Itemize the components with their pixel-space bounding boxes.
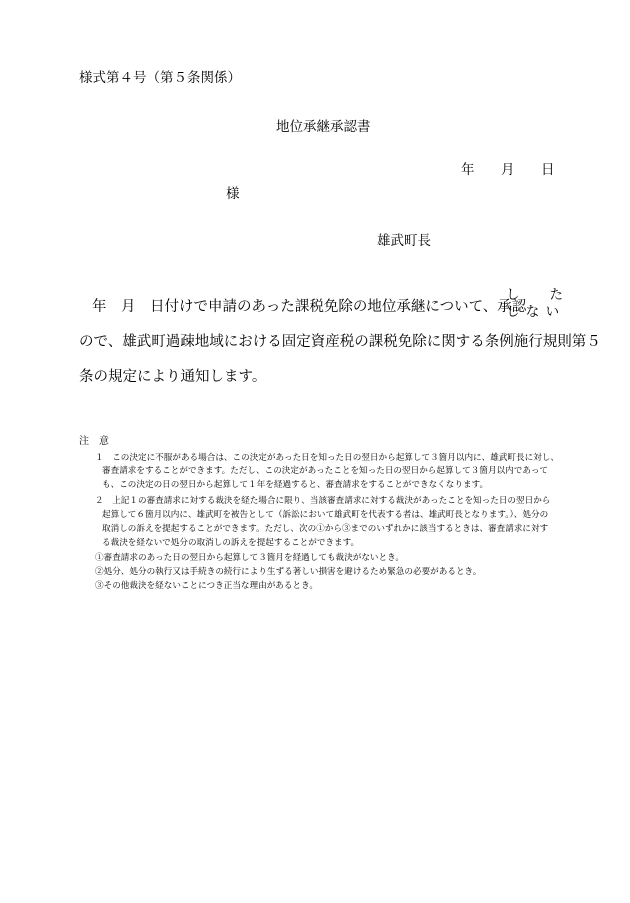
note-line: も、この決定の日の翌日から起算して１年を経過すると、審査請求をすることができなくなります。 <box>102 480 489 490</box>
date-month-label: 月 <box>501 162 515 178</box>
body-line-2: ので、雄武町過疎地域における固定資産税の課税免除に関する条例施行規則第５ <box>79 334 601 350</box>
approval-option-approved: し た <box>506 287 564 303</box>
note-line: ③その他裁決を経ないことにつき正当な理由があるとき。 <box>95 581 318 591</box>
note-line: ①審査請求のあった日の翌日から起算して３箇月を経過しても裁決がないとき。 <box>95 553 404 563</box>
addressee-suffix: 様 <box>226 186 240 202</box>
issuer-name: 雄武町長 <box>377 233 431 249</box>
notes-heading: 注 意 <box>79 436 109 447</box>
approval-option-not-approved: し な い <box>506 304 561 320</box>
note-line: ２ 上記１の審査請求に対する裁決を経た場合に限り、当該審査請求に対する裁決があったことを知った日の翌日から <box>95 496 551 506</box>
note-line: 取消しの訴えを提起することができます。ただし、次の①から③までのいずれかに該当するときは、審査請求に対す <box>102 524 549 534</box>
form-label: 様式第４号（第５条関係） <box>79 70 241 86</box>
date-day-label: 日 <box>541 162 555 178</box>
body-line-1: 年 月 日付けで申請のあった課税免除の地位承継について、承認 <box>92 299 527 315</box>
date-year-label: 年 <box>461 162 475 178</box>
note-line: ②処分、処分の執行又は手続きの続行により生ずる著しい損害を避けるため緊急の必要があるとき。 <box>95 567 482 577</box>
note-line: 審査請求をすることができます。ただし、この決定があったことを知った日の翌日から起算して３箇月以内であって <box>102 466 549 476</box>
note-line: る裁決を経ないで処分の取消しの訴えを提起することができます。 <box>102 538 360 548</box>
body-line-3: 条の規定により通知します。 <box>79 369 267 385</box>
note-line: 起算して６箇月以内に、雄武町を被告として（訴訟において雄武町を代表する者は、雄武町長となります。）、処分の <box>102 510 549 520</box>
document-title: 地位承継承認書 <box>276 119 371 135</box>
note-line: １ この決定に不服がある場合は、この決定があった日を知った日の翌日から起算して３箇月以内に、雄武町長に対し、 <box>95 453 559 463</box>
